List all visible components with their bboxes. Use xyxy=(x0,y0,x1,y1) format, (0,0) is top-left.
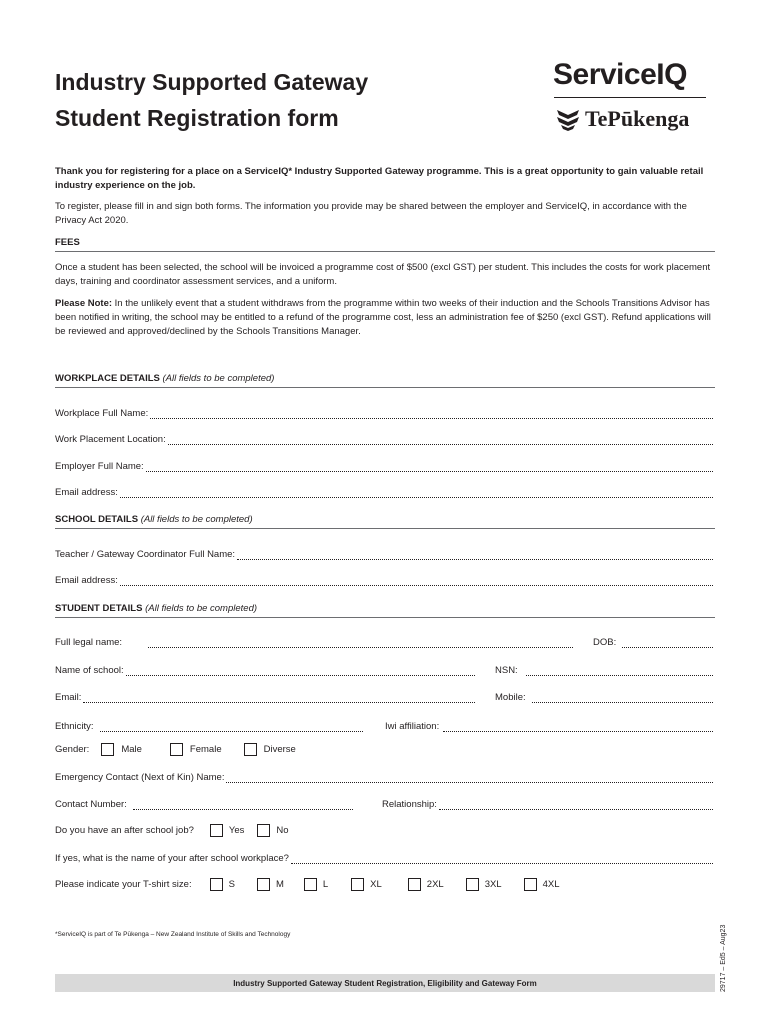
note-label: Please Note: xyxy=(55,298,113,309)
no-label: No xyxy=(276,824,289,836)
student-heading-note: (All fields to be completed) xyxy=(145,603,258,614)
fill-line[interactable] xyxy=(120,574,713,586)
field-label: Employer Full Name: xyxy=(55,461,144,472)
footer-bar xyxy=(55,974,715,992)
nsn-field[interactable] xyxy=(495,662,713,676)
coordinator-name-field[interactable] xyxy=(55,546,713,560)
field-label: If yes, what is the name of your after school workplace? xyxy=(55,853,289,864)
school-name-field[interactable] xyxy=(55,662,475,676)
field-label: Relationship: xyxy=(382,799,437,810)
fill-line[interactable] xyxy=(120,486,713,498)
gender-row xyxy=(55,740,296,758)
fill-line[interactable] xyxy=(168,433,713,445)
size-3xl-checkbox[interactable] xyxy=(466,878,479,891)
field-label: NSN: xyxy=(495,665,518,676)
field-label: Email address: xyxy=(55,575,118,586)
student-email-field[interactable] xyxy=(55,689,475,703)
workplace-heading xyxy=(55,373,715,388)
field-label: Workplace Full Name: xyxy=(55,408,149,419)
after-school-no-checkbox[interactable] xyxy=(257,824,270,837)
fees-heading-text: FEES xyxy=(55,237,80,248)
size-l-label: L xyxy=(322,878,329,890)
relationship-field[interactable] xyxy=(382,796,713,810)
footnote: *ServiceIQ is part of Te Pūkenga – New Zealand Institute of Skills and Technology xyxy=(55,931,291,938)
fill-line[interactable] xyxy=(146,460,713,472)
size-m-checkbox[interactable] xyxy=(257,878,270,891)
fill-line[interactable] xyxy=(148,636,573,648)
fill-line[interactable] xyxy=(150,407,713,419)
fill-line[interactable] xyxy=(133,798,353,810)
work-location-field[interactable] xyxy=(55,431,713,445)
field-label: Email address: xyxy=(55,487,118,498)
tepukenga-logo xyxy=(556,105,689,133)
gender-diverse-label: Diverse xyxy=(263,743,296,755)
tepukenga-logo-text: TePūkenga xyxy=(585,106,690,131)
field-label: Work Placement Location: xyxy=(55,434,166,445)
iwi-field[interactable] xyxy=(385,718,713,732)
footer-text: Industry Supported Gateway Student Registration, Eligibility and Gateway Form xyxy=(233,978,537,988)
size-l-checkbox[interactable] xyxy=(304,878,317,891)
yes-label: Yes xyxy=(228,824,245,836)
after-school-yes-checkbox[interactable] xyxy=(210,824,223,837)
page-title xyxy=(55,64,368,136)
intro-bold: Thank you for registering for a place on a ServiceIQ* Industry Supported Gateway programme. This is a great opportunity to gain valuable retail industry experience on the job. xyxy=(55,166,704,191)
contact-number-field[interactable] xyxy=(55,796,353,810)
gender-male-label: Male xyxy=(121,743,142,755)
emergency-contact-field[interactable] xyxy=(55,769,713,783)
logo-divider xyxy=(554,97,706,98)
fill-line[interactable] xyxy=(126,664,475,676)
school-heading-text: SCHOOL DETAILS xyxy=(55,514,139,525)
fill-line[interactable] xyxy=(622,636,713,648)
size-4xl-checkbox[interactable] xyxy=(524,878,537,891)
field-label: Teacher / Gateway Coordinator Full Name: xyxy=(55,549,236,560)
gender-label: Gender: xyxy=(55,743,90,755)
fill-line[interactable] xyxy=(443,720,713,732)
after-school-row xyxy=(55,821,289,839)
size-2xl-label: 2XL xyxy=(426,878,444,890)
size-s-label: S xyxy=(228,878,235,890)
size-4xl-label: 4XL xyxy=(542,878,560,890)
note-text: In the unlikely event that a student withdraws from the programme within two weeks of their induction and the Schools Transitions Advisor has been notified in writing, the school may be entitled to a refund of the programme cost, less an administration fee of $250 (excl GST). Refund applications will be reviewed and approved/declined by the Schools Transitions Manager. xyxy=(55,298,711,337)
gender-diverse-checkbox[interactable] xyxy=(244,743,257,756)
field-label: Iwi affiliation: xyxy=(385,721,440,732)
school-heading xyxy=(55,514,715,529)
ethnicity-field[interactable] xyxy=(55,718,363,732)
student-heading xyxy=(55,603,715,618)
document-code: 29717 – Ed5 – Aug23 xyxy=(720,924,727,992)
size-s-checkbox[interactable] xyxy=(210,878,223,891)
gender-female-label: Female xyxy=(189,743,222,755)
fees-para: Once a student has been selected, the school will be invoiced a programme cost of $500 (excl GST) per student. This includes the costs for work placement days, training and coordinator assessment services, and a uniform. xyxy=(55,262,711,287)
student-heading-text: STUDENT DETAILS xyxy=(55,603,143,614)
fees-note xyxy=(55,297,715,339)
workplace-heading-text: WORKPLACE DETAILS xyxy=(55,373,160,384)
size-2xl-checkbox[interactable] xyxy=(408,878,421,891)
mobile-field[interactable] xyxy=(495,689,713,703)
workplace-name-field[interactable] xyxy=(55,405,713,419)
fill-line[interactable] xyxy=(532,691,713,703)
fees-heading xyxy=(55,237,715,252)
intro-text: To register, please fill in and sign both forms. The information you provide may be shared between the employer and ServiceIQ, in accordance with the Privacy Act 2020. xyxy=(55,201,687,226)
field-label: Contact Number: xyxy=(55,799,127,810)
school-email-field[interactable] xyxy=(55,572,713,586)
serviceiq-logo: ServiceIQ xyxy=(553,58,687,91)
dob-field[interactable] xyxy=(593,634,713,648)
title-line-2: Student Registration form xyxy=(55,105,339,131)
fill-line[interactable] xyxy=(100,720,363,732)
field-label: Mobile: xyxy=(495,692,526,703)
school-heading-note: (All fields to be completed) xyxy=(140,514,253,525)
employer-name-field[interactable] xyxy=(55,458,713,472)
size-3xl-label: 3XL xyxy=(484,878,502,890)
after-school-workplace-field[interactable] xyxy=(55,850,713,864)
title-line-1: Industry Supported Gateway xyxy=(55,69,369,95)
tshirt-label: Please indicate your T-shirt size: xyxy=(55,878,192,890)
size-m-label: M xyxy=(275,878,284,890)
field-label: Emergency Contact (Next of Kin) Name: xyxy=(55,772,225,783)
fill-line[interactable] xyxy=(237,548,713,560)
fill-line[interactable] xyxy=(83,691,475,703)
fill-line[interactable] xyxy=(291,852,713,864)
full-legal-name-field[interactable] xyxy=(55,634,573,648)
size-xl-label: XL xyxy=(370,878,382,890)
fill-line[interactable] xyxy=(439,798,713,810)
field-label: Name of school: xyxy=(55,665,124,676)
field-label: Full legal name: xyxy=(55,637,123,648)
tepukenga-emblem-icon xyxy=(556,107,580,131)
size-xl-checkbox[interactable] xyxy=(351,878,364,891)
gender-male-checkbox[interactable] xyxy=(101,743,114,756)
gender-female-checkbox[interactable] xyxy=(170,743,183,756)
after-school-question: Do you have an after school job? xyxy=(55,824,194,836)
field-label: DOB: xyxy=(593,637,617,648)
fill-line[interactable] xyxy=(226,771,713,783)
workplace-heading-note: (All fields to be completed) xyxy=(162,373,275,384)
field-label: Email: xyxy=(55,692,82,703)
field-label: Ethnicity: xyxy=(55,721,94,732)
fill-line[interactable] xyxy=(526,664,713,676)
tshirt-row xyxy=(55,875,560,893)
workplace-email-field[interactable] xyxy=(55,484,713,498)
